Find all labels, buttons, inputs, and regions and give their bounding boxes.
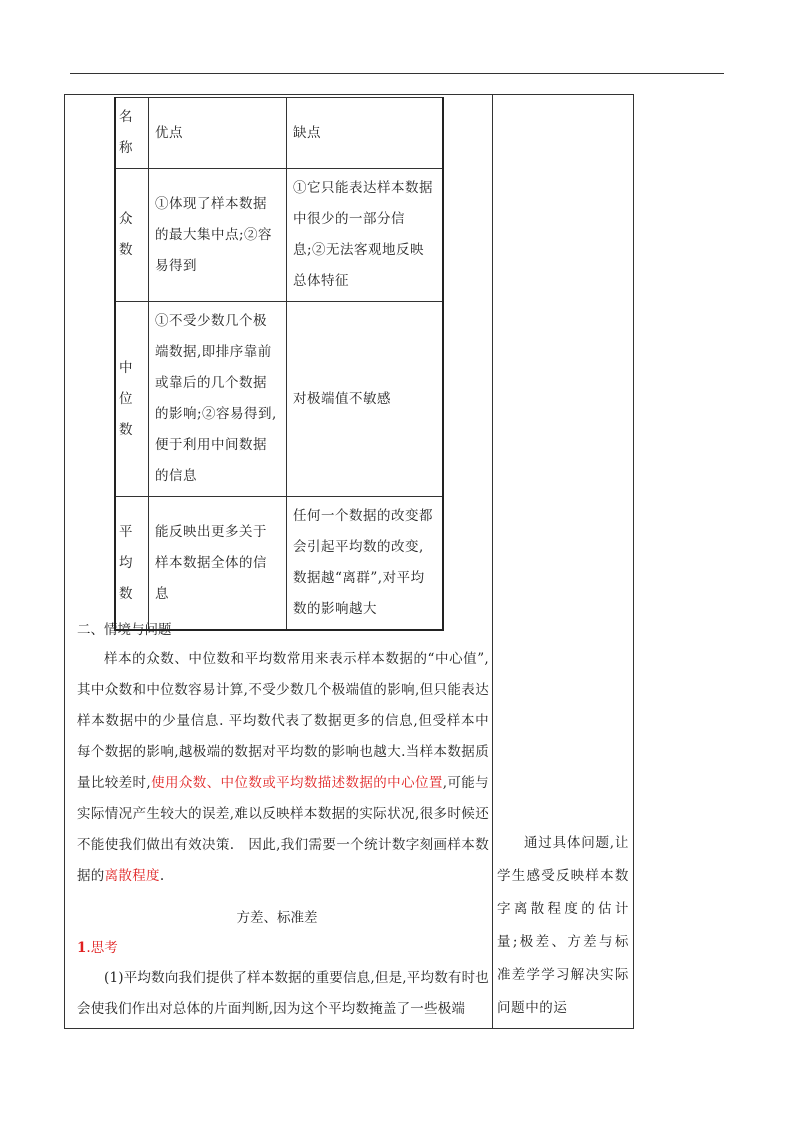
para-text: ,可能与实际情况产生较大的误差,难以反映样本数据的实际状况,很多时候还不能使我们做出有效决策. 因此,我们需要一个统计数字刻画样本数据的 [77,775,489,884]
header-cons: 缺点 [287,98,444,169]
question-paragraph: (1)平均数向我们提供了样本数据的重要信息,但是,平均数有时也会使我们作出对总体的片面判断,因为这个平均数掩盖了一些极端 [77,970,489,1017]
header-pros: 优点 [149,98,287,169]
side-note [497,827,629,1025]
table-row-mean [115,497,443,631]
para-text: . [159,868,165,884]
table-row-median [115,302,443,497]
row-pros: 能反映出更多关于样本数据全体的信息 [149,497,287,631]
para-highlight: 离散程度 [104,868,160,884]
subsection-title: 方差、标准差 [236,910,318,926]
comparison-table [114,97,444,631]
row-cons: 对极端值不敏感 [287,302,444,497]
context-paragraph [77,644,489,892]
header-name: 名称 [115,98,149,169]
para-text: 样本的众数、中位数和平均数常用来表示样本数据的“中心值”,其中众数和中位数容易计算,不受少数几个极端值的影响,但只能表达样本数据中的少量信息. 平均数代表了数据更多的信息,但受样本中每个数据的影响,越极端的数据对平均数的影响也越大.当样本数据质量比较差时, [77,651,489,791]
table-row-mode [115,169,443,302]
side-note-text: 通过具体问题,让学生感受反映样本数字离散程度的估计量;极差、方差与标准差学学习解决实际问题中的运 [497,835,629,1016]
row-pros: ①不受少数几个极端数据,即排序靠前或靠后的几个数据的影响;②容易得到,便于利用中间数据的信息 [149,302,287,497]
row-name: 中位数 [115,302,149,497]
think-label: .思考 [86,940,118,956]
row-name: 平均数 [115,497,149,631]
row-name: 众数 [115,169,149,302]
think-heading [77,933,489,964]
row-pros: ①体现了样本数据的最大集中点;②容易得到 [149,169,287,302]
lesson-table [64,94,634,1029]
column-divider [492,95,493,1028]
section-heading: 二、情境与问题 [77,622,172,638]
header-rule [70,73,724,74]
row-cons: 任何一个数据的改变都会引起平均数的改变,数据越“离群”,对平均数的影响越大 [287,497,444,631]
think-number: 1 [77,940,87,956]
para-highlight: 使用众数、中位数或平均数描述数据的中心位置 [151,775,443,791]
table-header-row [115,98,443,169]
row-cons: ①它只能表达样本数据中很少的一部分信息;②无法客观地反映总体特征 [287,169,444,302]
